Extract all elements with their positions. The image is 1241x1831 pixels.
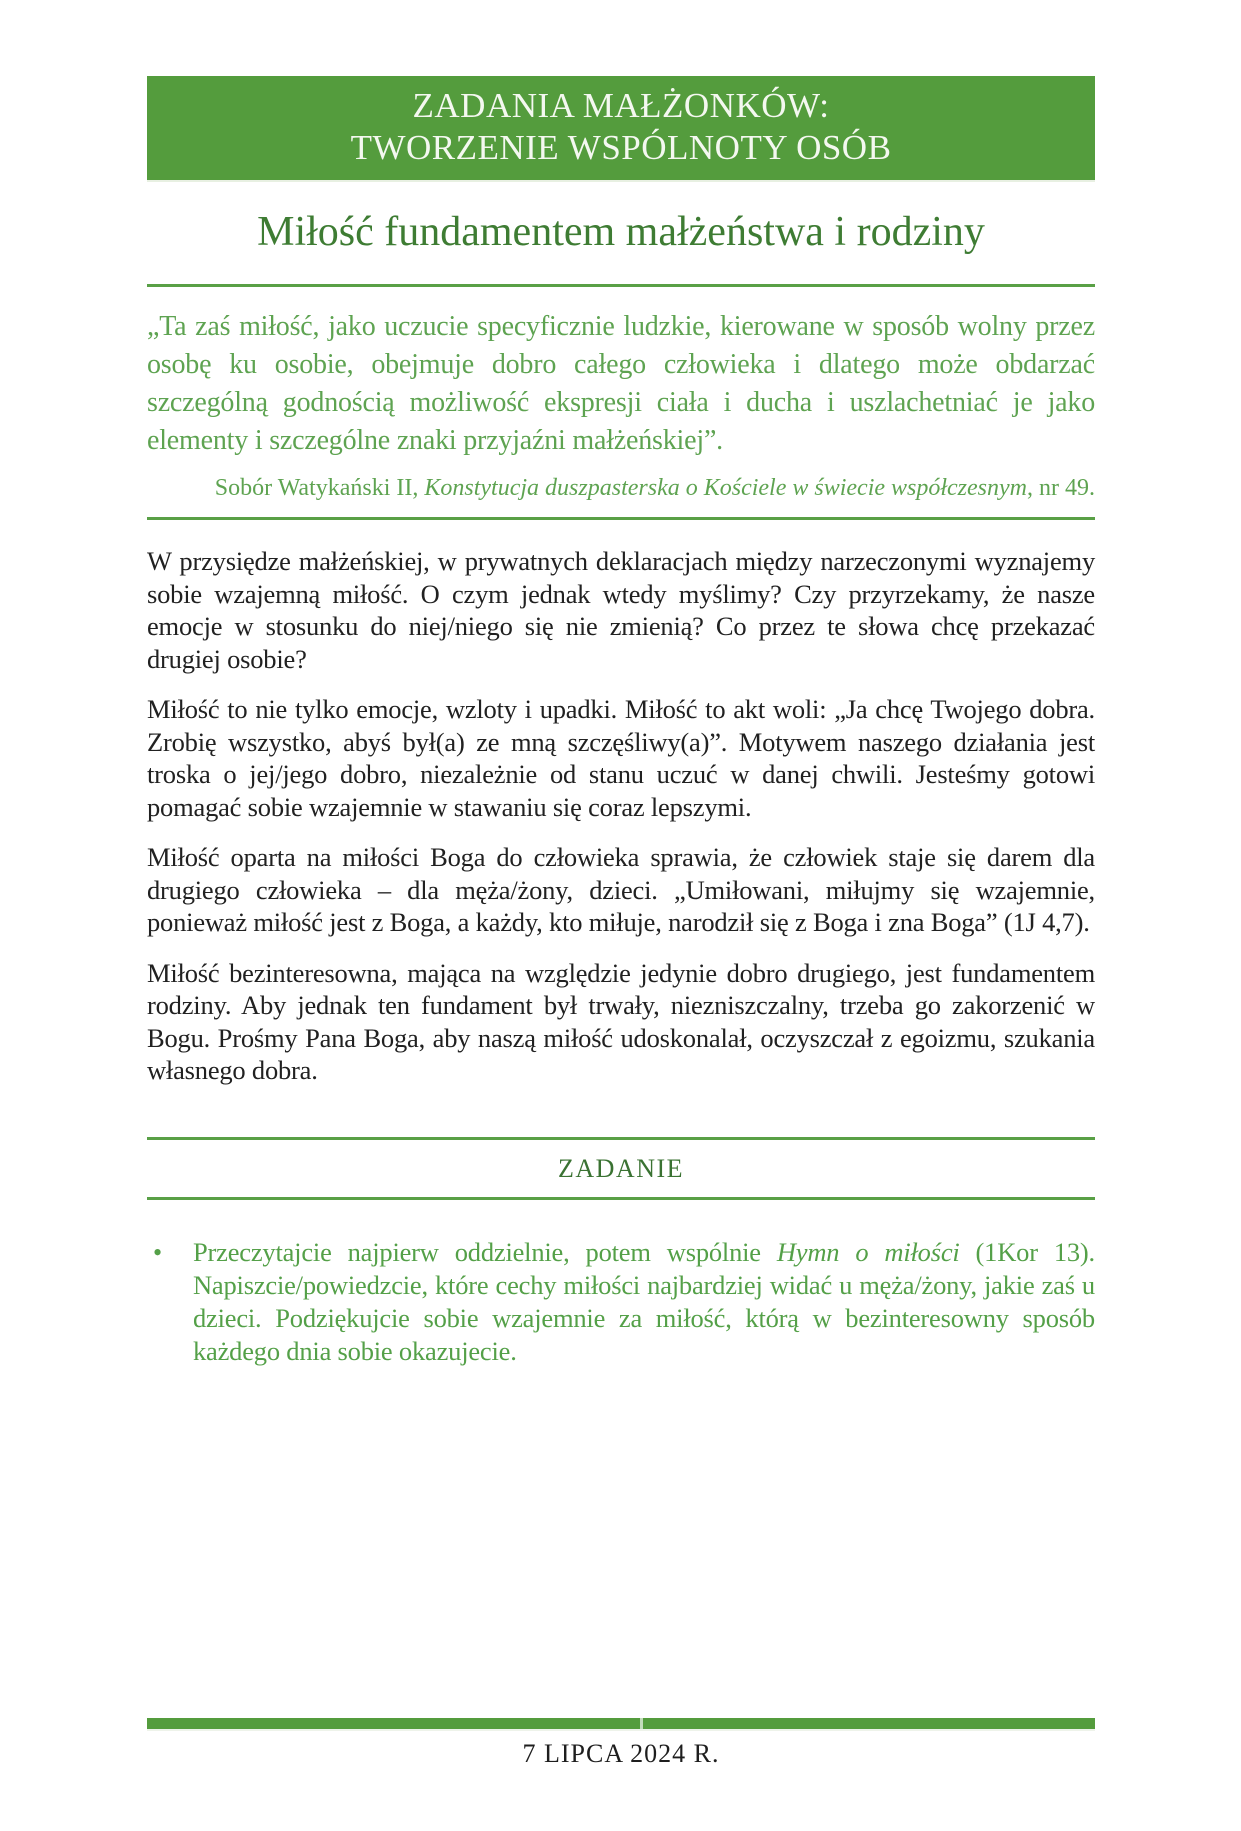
task-bullet-item (147, 1236, 1095, 1368)
content-column (147, 76, 1095, 1368)
banner-title-line1: ZADANIA MAŁŻONKÓW: (412, 86, 830, 125)
body-paragraph-2: Miłość to nie tylko emocje, wzloty i upadki. Miłość to akt woli: „Ja chcę Twojego dobra. Zrobię wszystko, abyś był(a) ze mną szczęśliwy(a)”. Motywem naszego działania jest troska o jej/jego dobro, niezależnie od stanu uczuć w danej chwili. Jesteśmy gotowi pomagać sobie wzajemnie w stawaniu się coraz lepszymi. (147, 694, 1095, 822)
attribution-work-title: Konstytucja duszpasterska o Kościele w świecie współczesnym (424, 475, 1027, 501)
task-text-after: (1Kor 13). Napiszcie/powiedzcie, które cechy miłości najbardziej widać u męża/żony, jakie zaś u dzieci. Podziękujcie sobie wzajemnie za miłość, którą w bezinteresowny sposób każdego dnia sobie okazujecie. (193, 1236, 1095, 1366)
quote-paragraph: „Ta zaś miłość, jako uczucie specyficznie ludzkie, kierowane w sposób wolny przez osobę ku osobie, obejmuje dobro całego człowieka i dlatego może obdarzać szczególną godnością możliwość ekspresji ciała i ducha i uszlachetniać je jako elementy i szczególne znaki przyjaźni małżeńskiej”. (147, 311, 1095, 456)
body-paragraph-4: Miłość bezinteresowna, mająca na względzie jedynie dobro drugiego, jest fundamentem rodziny. Aby jednak ten fundament był trwały, niezniszczalny, trzeba go zakorzenić w Bogu. Prośmy Pana Boga, aby naszą miłość udoskonalał, oczyszczał z egoizmu, szukania własnego dobra. (147, 957, 1095, 1085)
body-paragraph-1: W przysiędze małżeńskiej, w prywatnych deklaracjach między narzeczonymi wyznajemy sobie wzajemną miłość. O czym jednak wtedy myślimy? Czy przyrzekamy, że nasze emocje w stosunku do niej/niego się nie zmienią? Co przez te słowa chcę przekazać drugiej osobie? (147, 546, 1095, 674)
footer-bar (147, 1718, 1095, 1731)
footer-date: 7 LIPCA 2024 R. (522, 1739, 720, 1768)
task-text-before: Przeczytajcie najpierw oddzielnie, potem wspólnie (193, 1236, 777, 1267)
divider-under-quote (147, 517, 1095, 520)
task-heading: ZADANIE (557, 1153, 685, 1183)
page-footer (147, 1718, 1095, 1770)
header-banner (147, 76, 1095, 182)
task-text-italic: Hymn o miłości (776, 1236, 960, 1267)
footer-bar-divider (640, 1718, 643, 1729)
quote-attribution (147, 473, 1095, 503)
bullet-icon: • (153, 1237, 162, 1267)
divider-under-title (147, 284, 1095, 287)
body-paragraph-3: Miłość oparta na miłości Boga do człowieka sprawia, że człowiek staje się darem dla drugiego człowieka – dla męża/żony, dzieci. „Umiłowani, miłujmy się wzajemnie, ponieważ miłość jest z Boga, a każdy, kto miłuje, narodził się z Boga i zna Boga” (1J 4,7). (147, 842, 1095, 937)
attribution-reference: , nr 49. (1027, 475, 1095, 501)
attribution-author: Sobór Watykański II, (214, 475, 425, 501)
divider-below-task-heading (147, 1197, 1095, 1200)
banner-title-line2: TWORZENIE WSPÓLNOTY OSÓB (350, 128, 892, 167)
document-page (0, 76, 1241, 1831)
body-text (147, 545, 1095, 1087)
task-item-text (193, 1236, 1095, 1368)
task-section (147, 1137, 1095, 1200)
page-title: Miłość fundamentem małżeństwa i rodziny (257, 209, 985, 255)
